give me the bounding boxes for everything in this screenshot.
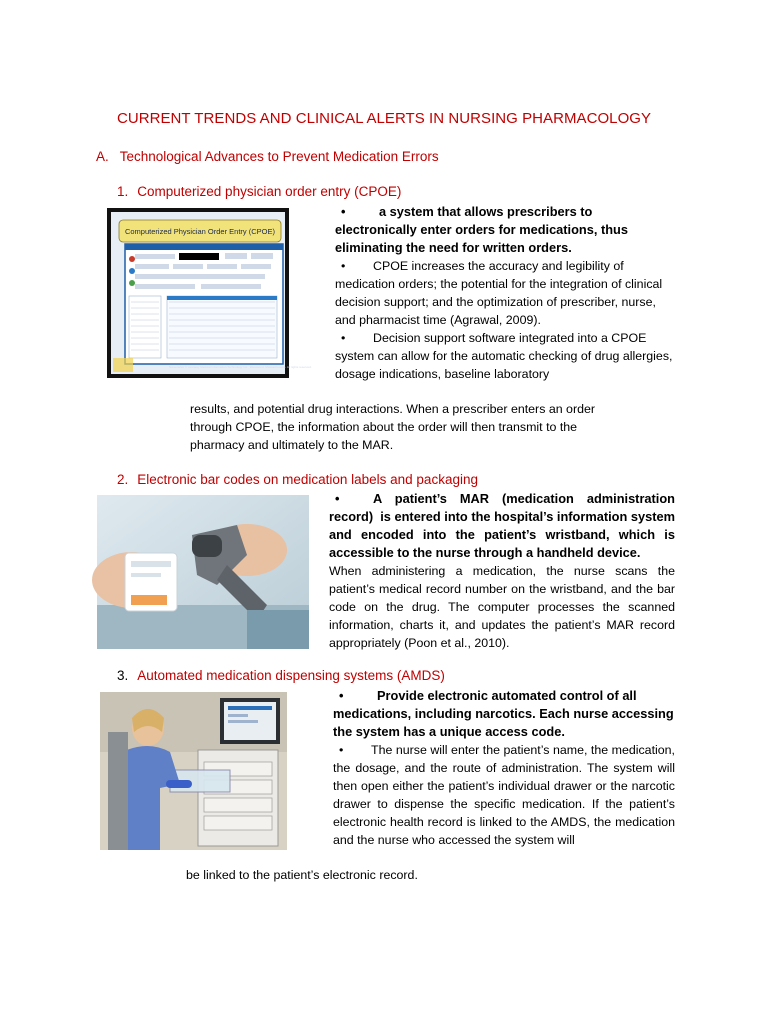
bullet-glyph: • (335, 491, 340, 506)
barcode-scanner-graphic (97, 495, 309, 649)
item-3-continuation: be linked to the patient’s electronic record. (186, 868, 418, 882)
item-1-continuation-line-2: through CPOE, the information about the order will then transmit to the (190, 420, 578, 434)
cpoe-screenshot-image (107, 208, 312, 378)
bullet-glyph: • (339, 688, 344, 703)
item-1-continuation (190, 400, 670, 454)
item-1-text (335, 203, 675, 383)
item-3-bullet-1: Provide electronic automated control of all medications, including narcotics. Each nurse accessing the system has a unique access code. (333, 688, 674, 739)
section-a-heading: A. Technological Advances to Prevent Medication Errors (96, 149, 439, 164)
item-1-continuation-line-3: pharmacy and ultimately to the MAR. (190, 438, 394, 452)
bullet-glyph: • (339, 743, 344, 757)
item-2-text (329, 490, 675, 652)
item-1-bullet-2: CPOE increases the accuracy and legibility of medication orders; the potential for the integration of clinical decision support; and the optimization of prescriber, nurse, and pharmacist time (Agrawal, 2009). (335, 259, 663, 327)
item-2-number: 2. (117, 472, 129, 487)
item-2-body: When administering a medication, the nurse scans the patient’s medical record number on the wristband, and the bar code on the drug. The computer processes the scanned information, charts it, and updates the patient’s MAR record appropriately (Poon et al., 2010). (329, 564, 675, 650)
item-2-bullet-1: A patient’s MAR (medication administration record) is entered into the hospital’s information system and encoded into the patient’s wristband, which is accessible to the nurse through a handheld device. (329, 491, 675, 560)
item-1-bullet-1: a system that allows prescribers to electronically enter orders for medications, thus eliminating the need for written orders. (335, 204, 628, 255)
item-1-heading (117, 184, 401, 199)
cpoe-banner-text: Computerized Physician Order Entry (CPOE) (124, 227, 276, 236)
bullet-glyph: • (341, 331, 346, 345)
item-3-heading (117, 668, 445, 683)
barcode-scanner-photo (97, 495, 309, 649)
item-3-bullet-2: The nurse will enter the patient’s name, the medication, the dosage, and the route of administration. The system will then open either the patient’s individual drawer or the narcotic drawer to dispense the specific medication. If the patient’s electronic health record is linked to the AMDS, the medication and the nurse who accessed the system will (333, 743, 675, 847)
item-2-heading-text: Electronic bar codes on medication labels and packaging (137, 472, 478, 487)
item-1-bullet-3: Decision support software integrated into a CPOE system can allow for the automatic checking of drug allergies, dosage indications, baseline laboratory (335, 331, 673, 381)
amds-nurse-photo (100, 692, 287, 850)
item-3-heading-text: Automated medication dispensing systems (AMDS) (137, 668, 445, 683)
item-3-number: 3. (117, 668, 129, 683)
item-1-heading-text: Computerized physician order entry (CPOE) (137, 184, 402, 199)
document-title: CURRENT TRENDS AND CLINICAL ALERTS IN NURSING PHARMACOLOGY (116, 110, 652, 127)
item-1-continuation-line-1: results, and potential drug interactions. When a prescriber enters an order (190, 402, 595, 416)
bullet-glyph: • (341, 204, 346, 219)
amds-graphic (100, 692, 287, 850)
item-2-heading (117, 472, 478, 487)
item-1-number: 1. (117, 184, 129, 199)
bullet-glyph: • (341, 259, 346, 273)
cpoe-image-caption: Screenshot © courtesy Medical Information Technology Inc., Westwood, Massachusetts. All rights reserved. (169, 365, 312, 369)
item-3-text (333, 687, 675, 849)
